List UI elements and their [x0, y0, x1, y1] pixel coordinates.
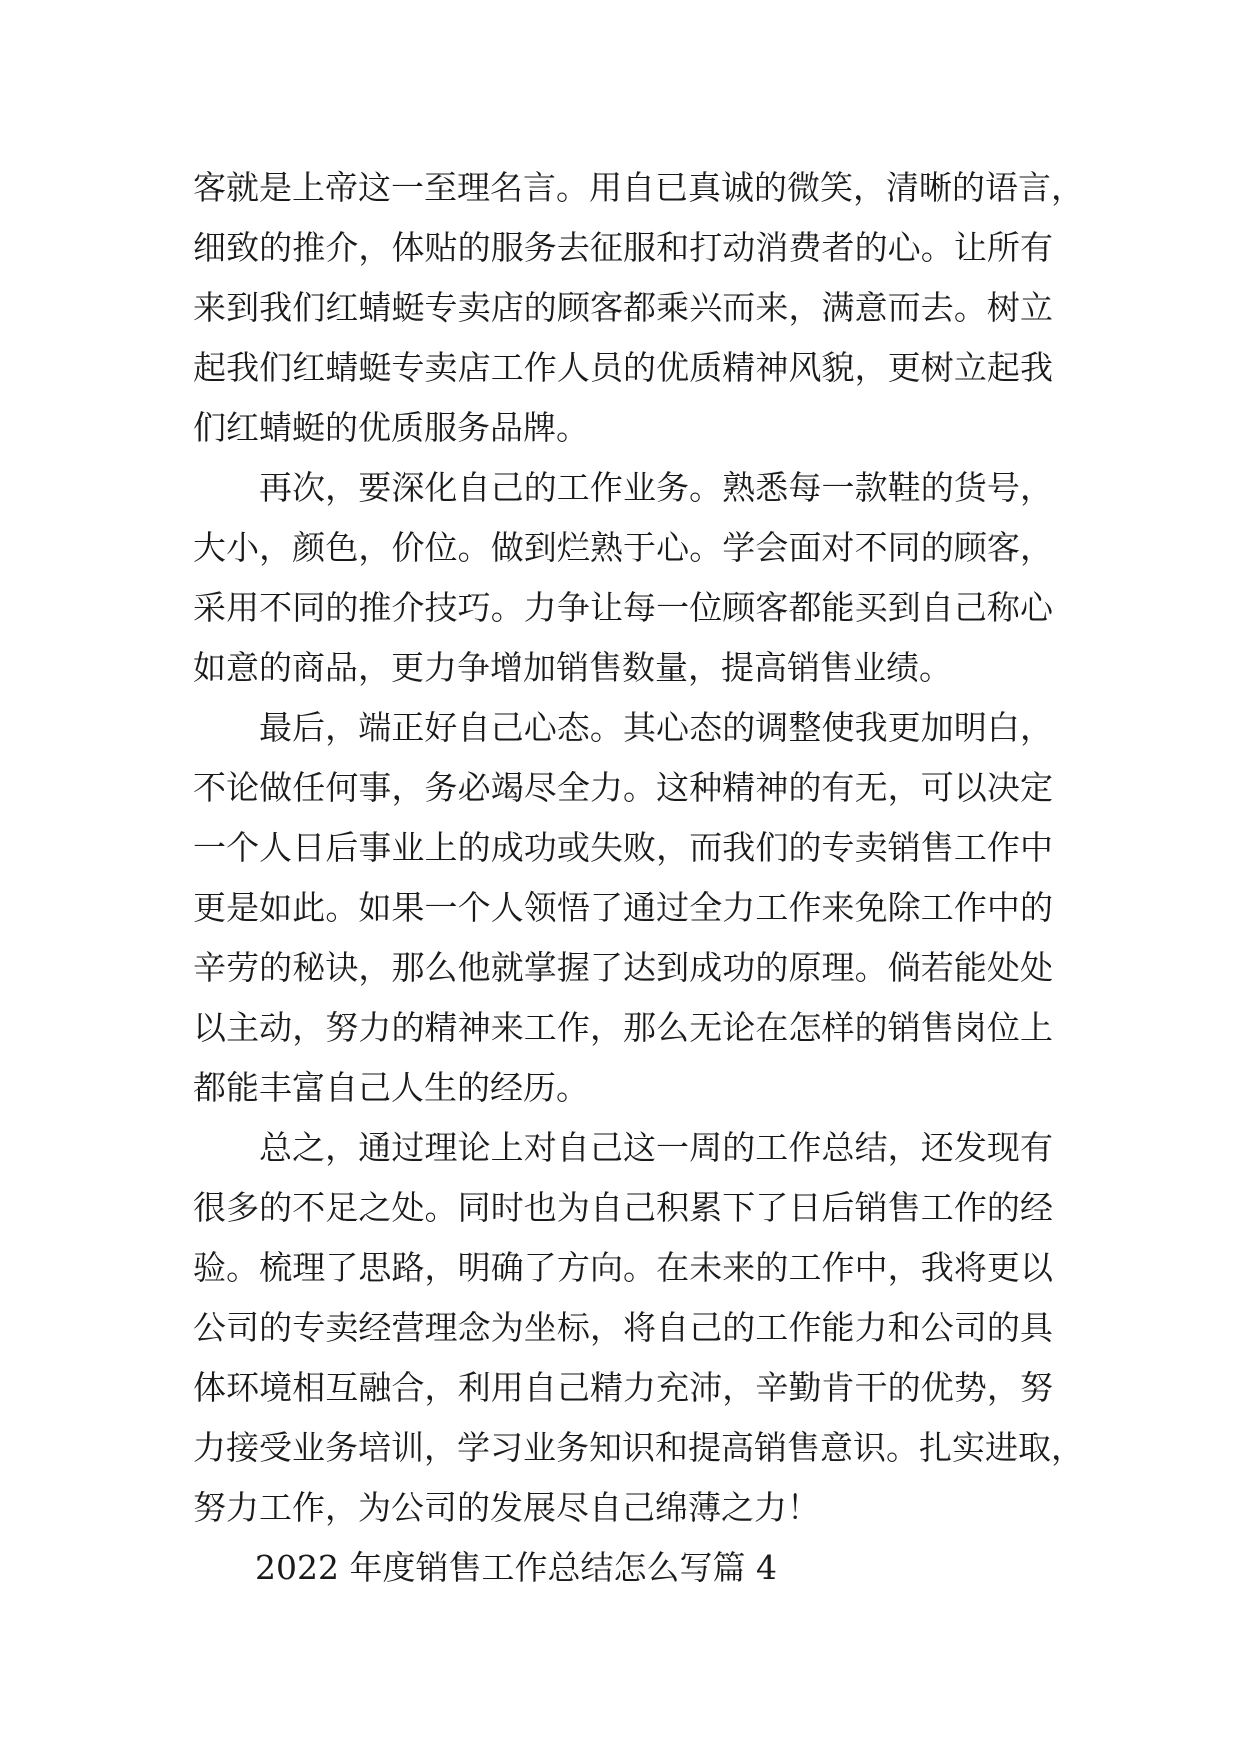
paragraph-line: 力接受业务培训，学习业务知识和提高销售意识。扎实进取， — [193, 1428, 1084, 1467]
paragraph-line: 体环境相互融合，利用自己精力充沛，辛勤肯干的优势，努 — [193, 1368, 1053, 1407]
paragraph-line: 公司的专卖经营理念为坐标，将自己的工作能力和公司的具 — [193, 1308, 1053, 1347]
paragraph-line: 大小，颜色，价位。做到烂熟于心。学会面对不同的顾客， — [193, 528, 1053, 567]
section-heading: 2022 年度销售工作总结怎么写篇 4 — [255, 1548, 777, 1587]
paragraph-line: 采用不同的推介技巧。力争让每一位顾客都能买到自己称心 — [193, 588, 1053, 627]
paragraph-line: 辛劳的秘诀，那么他就掌握了达到成功的原理。倘若能处处 — [193, 948, 1053, 987]
paragraph-line: 不论做任何事，务必竭尽全力。这种精神的有无，可以决定 — [193, 768, 1053, 807]
paragraph-line: 都能丰富自己人生的经历。 — [193, 1068, 589, 1107]
paragraph-line: 们红蜻蜓的优质服务品牌。 — [193, 408, 589, 447]
paragraph-line: 最后，端正好自己心态。其心态的调整使我更加明白， — [259, 708, 1053, 747]
paragraph-3 — [193, 698, 1053, 1118]
paragraph-line: 如意的商品，更力争增加销售数量，提高销售业绩。 — [193, 648, 952, 687]
paragraph-line: 客就是上帝这一至理名言。用自已真诚的微笑，清晰的语言， — [193, 168, 1084, 207]
paragraph-line: 总之，通过理论上对自己这一周的工作总结，还发现有 — [259, 1128, 1053, 1167]
paragraph-1 — [193, 158, 1084, 458]
paragraph-line: 努力工作，为公司的发展尽自己绵薄之力！ — [193, 1488, 820, 1527]
paragraph-line: 起我们红蜻蜓专卖店工作人员的优质精神风貌，更树立起我 — [193, 348, 1053, 387]
paragraph-line: 很多的不足之处。同时也为自己积累下了日后销售工作的经 — [193, 1188, 1053, 1227]
paragraph-line: 来到我们红蜻蜓专卖店的顾客都乘兴而来，满意而去。树立 — [193, 288, 1053, 327]
document-body — [193, 158, 1084, 1598]
paragraph-line: 验。梳理了思路，明确了方向。在未来的工作中，我将更以 — [193, 1248, 1053, 1287]
paragraph-4 — [193, 1118, 1084, 1538]
paragraph-line: 更是如此。如果一个人领悟了通过全力工作来免除工作中的 — [193, 888, 1053, 927]
paragraph-line: 细致的推介，体贴的服务去征服和打动消费者的心。让所有 — [193, 228, 1053, 267]
paragraph-line: 以主动，努力的精神来工作，那么无论在怎样的销售岗位上 — [193, 1008, 1053, 1047]
paragraph-2 — [193, 458, 1053, 698]
paragraph-line: 一个人日后事业上的成功或失败，而我们的专卖销售工作中 — [193, 828, 1053, 867]
paragraph-line: 再次，要深化自己的工作业务。熟悉每一款鞋的货号， — [259, 468, 1053, 507]
